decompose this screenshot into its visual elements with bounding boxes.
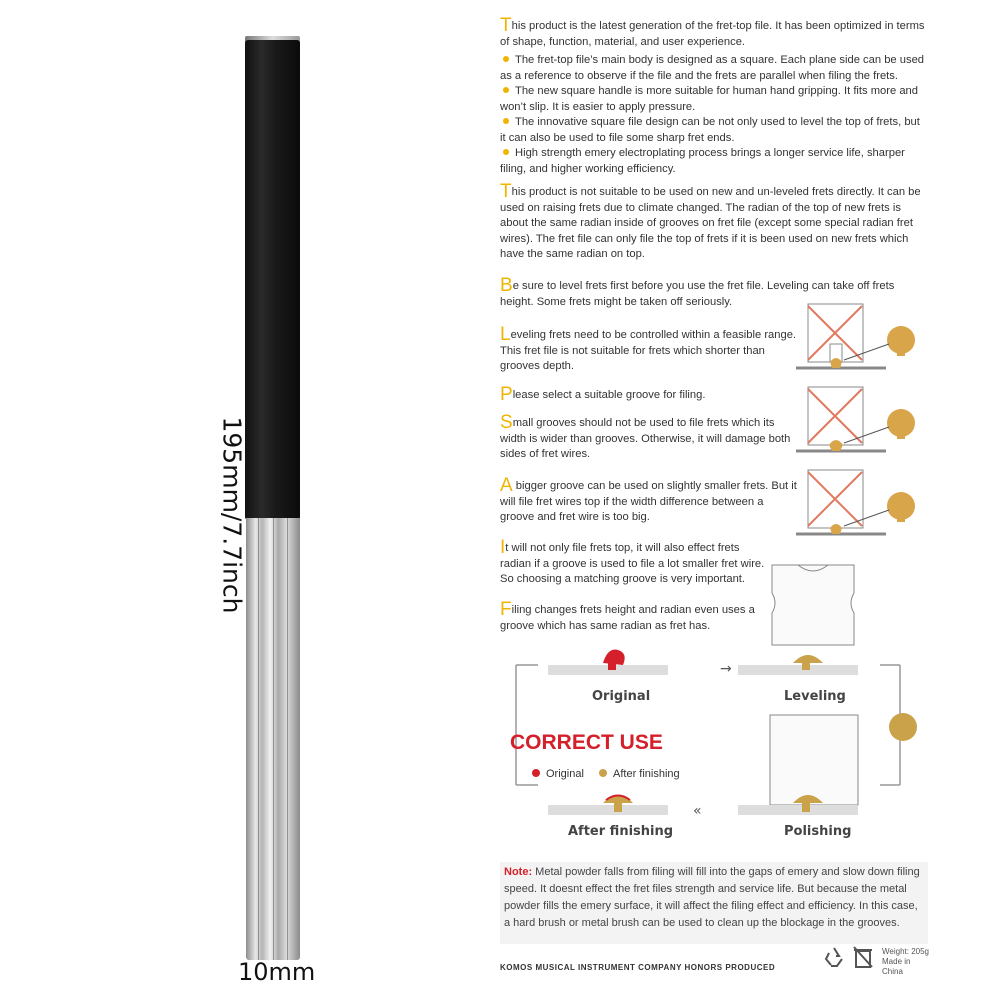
polishing-file-block — [770, 715, 858, 805]
intro-paragraph: This product is the latest generation of the fret-top file. It has been optimized in terms of shape, function, material, and user experience. — [500, 15, 925, 48]
original-stage — [548, 650, 668, 704]
footer — [500, 945, 930, 990]
small-groove-paragraph: Small grooves should not be used to file frets which its width is wider than grooves. Otherwise, it will damage both sides of fret wires. — [500, 412, 791, 460]
recycle-icon — [822, 945, 846, 969]
width-label: 10mm — [238, 958, 316, 986]
fret-profile-icon — [889, 713, 917, 741]
wrong-use-illustration-3 — [796, 468, 926, 538]
origin-text: Made in China — [882, 957, 911, 976]
leveling-stage — [738, 655, 858, 704]
original-label: Original — [592, 689, 651, 704]
feature-item: The fret-top file’s main body is designed as a square. Each plane side can be used as a reference to observe if the file and the frets are parallel when filing the frets. — [500, 54, 925, 82]
groove-illustration — [768, 563, 860, 648]
note-text: Metal powder falls from filing will fill into the gaps of emery and slow down filing speed. It doesnt effect the fret files strength and service life. But because the metal powder fills the emery surface, it will affect the filing effect and efficiency. In this case, a hard brush or metal brush can be used to clean up the blockage in the grooves. — [504, 866, 920, 929]
radian-paragraph: It will not only file frets top, it will also effect frets radian if a groove is used to file a lot smaller fret wire. So choosing a matching groove is very important. — [500, 537, 765, 585]
legend-original: Original — [546, 768, 584, 780]
level-first-paragraph: Be sure to level frets first before you use the fret file. Leveling can take off frets height. Some frets might be taken off seriously. — [500, 275, 895, 308]
feature-item: The innovative square file design can be not only used to level the top of frets, but it can also be used to file some sharp fret ends. — [500, 116, 920, 144]
polishing-label: Polishing — [784, 824, 852, 839]
legend-after: After finishing — [613, 768, 680, 780]
leveling-paragraph: Leveling frets need to be controlled within a feasible range. This fret file is not suitable for frets which shorter than grooves depth. — [500, 324, 797, 372]
feature-item: The new square handle is more suitable for human hand gripping. It fits more and won’t slip. It is easier to apply pressure. — [500, 85, 918, 113]
company-name: KOMOS MUSICAL INSTRUMENT COMPANY HONORS PRODUCED — [500, 963, 776, 972]
length-label: 195mm/7.7inch — [217, 416, 247, 614]
process-diagram — [508, 645, 923, 845]
leveling-label: Leveling — [784, 689, 846, 704]
correct-use-title: CORRECT USE — [510, 731, 663, 754]
fret-file-image — [240, 30, 306, 960]
weight-text: Weight: 205g — [882, 947, 929, 956]
wrong-use-illustration-1 — [796, 302, 926, 372]
fret-file-shaft — [246, 518, 300, 960]
usage-paragraph: This product is not suitable to be used on new and un-leveled frets directly. It can be used on raising frets due to climate changed. The radian of the top of new frets is about the same radian inside of grooves on fret file (except some special radian fret wires). The fret file can only file the top of frets if it is been used on new frets which have the same radian on top. — [500, 181, 921, 260]
fret-file-handle — [245, 40, 300, 520]
back-arrow-icon: « — [693, 803, 702, 819]
bigger-groove-paragraph: A bigger groove can be used on slightly smaller frets. But it will file fret wires top if the width difference between a groove and fret wire is too big. — [500, 475, 797, 523]
feature-list — [500, 53, 925, 177]
trash-bin-icon — [852, 945, 874, 969]
feature-item: High strength emery electroplating process brings a longer service life, sharper filing, and higher working efficiency. — [500, 147, 905, 175]
after-finishing-stage — [548, 795, 673, 839]
correct-use-legend — [510, 731, 680, 780]
after-finishing-label: After finishing — [568, 824, 674, 839]
wrong-use-illustration-2 — [796, 385, 926, 455]
note-box — [500, 862, 928, 944]
filing-paragraph: Filing changes frets height and radian even uses a groove which has same radian as fret has. — [500, 599, 755, 632]
note-label: Note: — [504, 866, 533, 878]
arrow-icon: → — [720, 661, 732, 677]
select-groove-paragraph: Please select a suitable groove for filing. — [500, 384, 706, 405]
weight-info — [882, 947, 930, 977]
